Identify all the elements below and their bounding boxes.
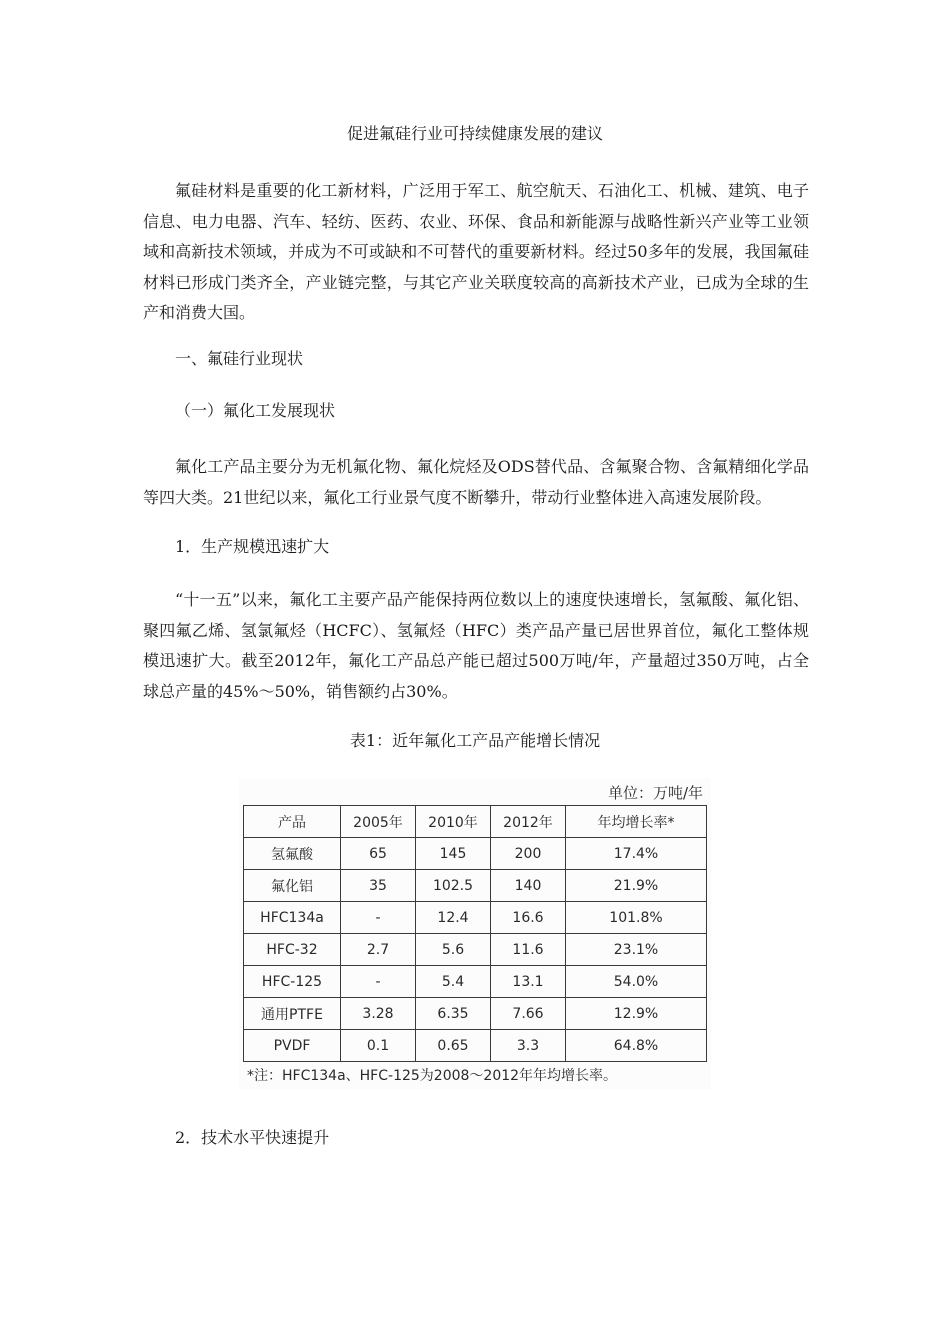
table-cell: 12.4 <box>416 902 491 934</box>
table-header-row <box>244 806 707 838</box>
table-cell: 7.66 <box>491 998 566 1030</box>
table-row <box>244 998 707 1030</box>
header-cell: 2005年 <box>341 806 416 838</box>
table-row <box>244 934 707 966</box>
table-row <box>244 1030 707 1062</box>
capacity-table <box>243 805 707 1062</box>
item-heading-scale: 1．生产规模迅速扩大 <box>175 537 330 556</box>
table-cell: 11.6 <box>491 934 566 966</box>
header-cell: 年均增长率* <box>566 806 707 838</box>
table-cell: 16.6 <box>491 902 566 934</box>
header-cell: 产品 <box>244 806 341 838</box>
table-cell: 3.3 <box>491 1030 566 1062</box>
table-row <box>244 838 707 870</box>
capacity-table-image <box>239 779 711 1089</box>
table-cell: 0.1 <box>341 1030 416 1062</box>
table-cell: HFC134a <box>244 902 341 934</box>
table-cell: 12.9% <box>566 998 707 1030</box>
table-cell: 2.7 <box>341 934 416 966</box>
table-row <box>244 966 707 998</box>
table-cell: 145 <box>416 838 491 870</box>
table-cell: 23.1% <box>566 934 707 966</box>
header-cell: 2010年 <box>416 806 491 838</box>
table-cell: 200 <box>491 838 566 870</box>
table-caption: 表1：近年氟化工产品产能增长情况 <box>349 731 601 750</box>
table-cell: - <box>341 902 416 934</box>
table-cell: 通用PTFE <box>244 998 341 1030</box>
table-cell: 氢氟酸 <box>244 838 341 870</box>
document-title: 促进氟硅行业可持续健康发展的建议 <box>346 124 603 143</box>
table-cell: 3.28 <box>341 998 416 1030</box>
intro-paragraph: 氟硅材料是重要的化工新材料，广泛用于军工、航空航天、石油化工、机械、建筑、电子信息、电力电器、汽车、轻纺、医药、农业、环保、食品和新能源与战略性新兴产业等工业领域和高新技术领域，并成为不可或缺和不可替代的重要新材料。经过50多年的发展，我国氟硅材料已形成门类齐全，产业链完整，与其它产业关联度较高的高新技术产业，已成为全球的生产和消费大国。 <box>143 181 809 322</box>
table-cell: 102.5 <box>416 870 491 902</box>
table-cell: 65 <box>341 838 416 870</box>
table-row <box>244 902 707 934</box>
table-row <box>244 870 707 902</box>
table-cell: 氟化铝 <box>244 870 341 902</box>
table-cell: 13.1 <box>491 966 566 998</box>
table-cell: HFC-125 <box>244 966 341 998</box>
table-cell: 140 <box>491 870 566 902</box>
table-cell: 5.4 <box>416 966 491 998</box>
table-cell: 6.35 <box>416 998 491 1030</box>
table-cell: PVDF <box>244 1030 341 1062</box>
section-heading-status: 一、氟硅行业现状 <box>175 349 304 368</box>
table-cell: 21.9% <box>566 870 707 902</box>
subsection-heading-fluorochemical: （一）氟化工发展现状 <box>175 401 336 420</box>
table-unit-label: 单位：万吨/年 <box>607 784 703 802</box>
paragraph-capacity-growth: “十一五”以来，氟化工主要产品产能保持两位数以上的速度快速增长，氢氟酸、氟化铝、聚四氟乙烯、氢氯氟烃（HCFC）、氢氟烃（HFC）类产品产量已居世界首位，氟化工整体规模迅速扩大。截至2012年，氟化工产品总产能已超过500万吨/年，产量超过350万吨，占全球总产量的45%～50%，销售额约占30%。 <box>143 590 809 701</box>
table-cell: 0.65 <box>416 1030 491 1062</box>
table-cell: - <box>341 966 416 998</box>
header-cell: 2012年 <box>491 806 566 838</box>
table-cell: 35 <box>341 870 416 902</box>
table-cell: 17.4% <box>566 838 707 870</box>
table-cell: 64.8% <box>566 1030 707 1062</box>
table-cell: HFC-32 <box>244 934 341 966</box>
item-heading-technology: 2．技术水平快速提升 <box>175 1128 330 1147</box>
table-footnote: *注：HFC134a、HFC-125为2008～2012年年均增长率。 <box>247 1068 618 1084</box>
paragraph-product-categories: 氟化工产品主要分为无机氟化物、氟化烷烃及ODS替代品、含氟聚合物、含氟精细化学品等四大类。21世纪以来，氟化工行业景气度不断攀升，带动行业整体进入高速发展阶段。 <box>143 457 809 507</box>
table-cell: 5.6 <box>416 934 491 966</box>
table-cell: 54.0% <box>566 966 707 998</box>
table-cell: 101.8% <box>566 902 707 934</box>
